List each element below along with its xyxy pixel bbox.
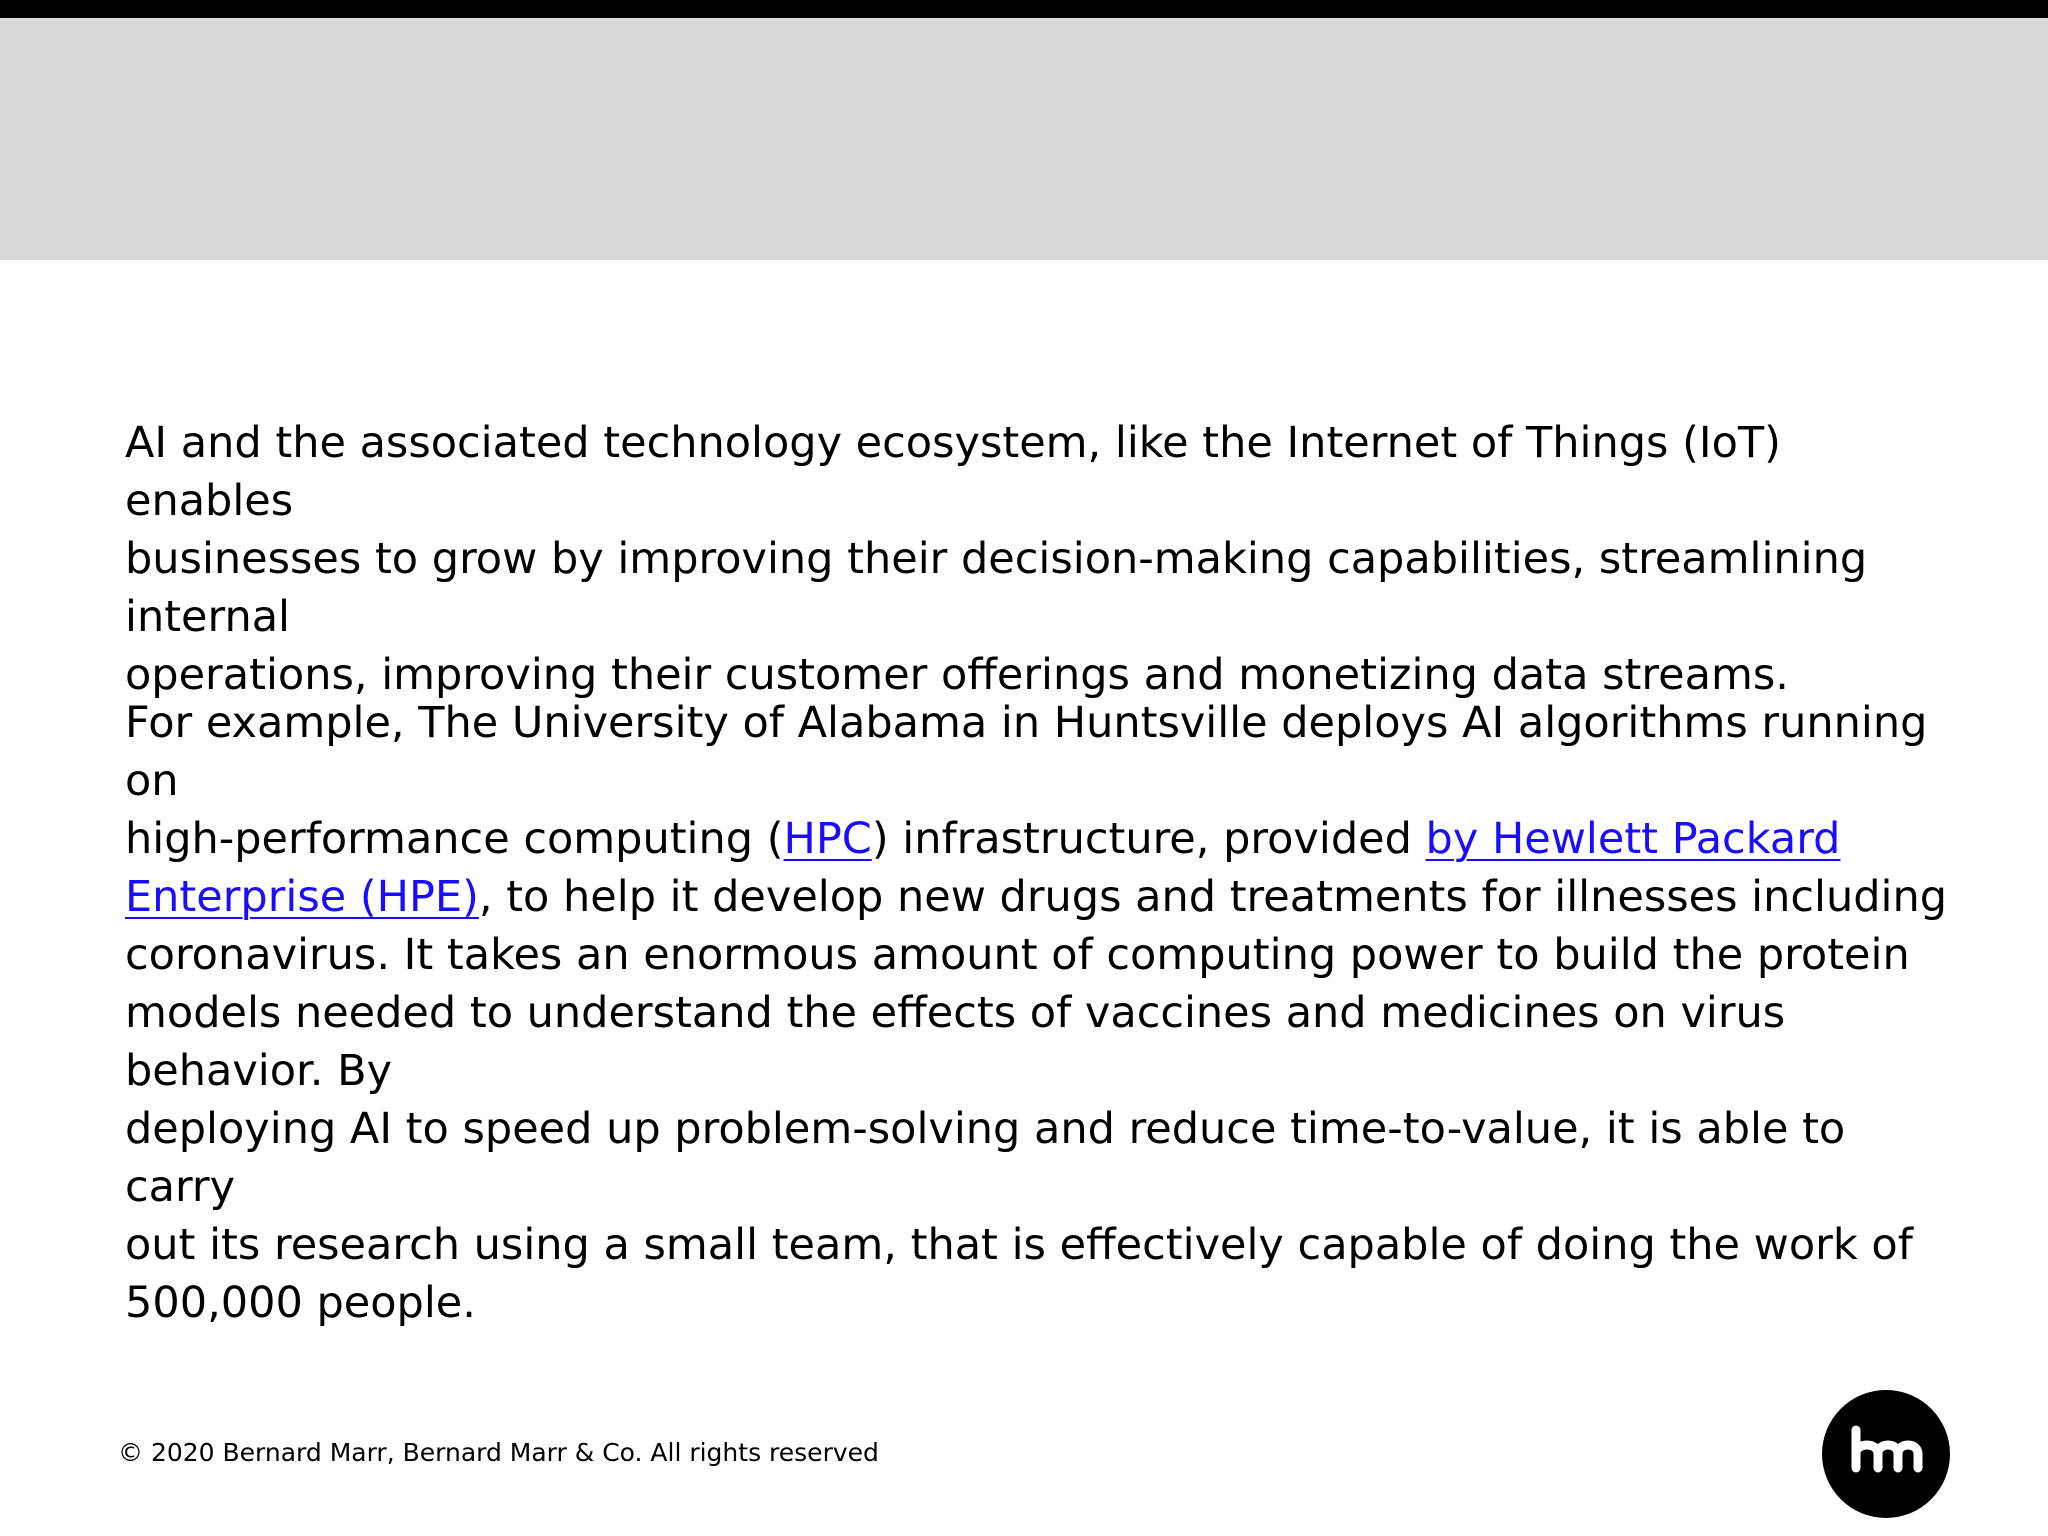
paragraph-line: For example, The University of Alabama in Huntsville deploys AI algorithms running on (125, 698, 1928, 806)
copyright-footer: © 2020 Bernard Marr, Bernard Marr & Co. All rights reserved (118, 1438, 879, 1467)
hpc-link[interactable]: HPC (783, 814, 872, 864)
paragraph-text: ) infrastructure, provided (871, 814, 1426, 864)
hpe-link-part2[interactable]: Enterprise (HPE) (125, 872, 479, 922)
paragraph-line: coronavirus. It takes an enormous amount of computing power to build the protein (125, 930, 1910, 980)
paragraph-line: operations, improving their customer offerings and monetizing data streams. (125, 650, 1789, 700)
bm-logo-icon (1822, 1390, 1950, 1518)
header-band (0, 18, 2048, 260)
paragraph-line: 500,000 people. (125, 1278, 476, 1328)
paragraph-line: businesses to grow by improving their decision-making capabilities, streamlining internal (125, 534, 1868, 642)
paragraph-example (125, 694, 1955, 1332)
paragraph-line: models needed to understand the effects of vaccines and medicines on virus behavior. By (125, 988, 1786, 1096)
paragraph-iot (125, 414, 1955, 704)
hpe-link-part1[interactable]: by Hewlett Packard (1425, 814, 1841, 864)
top-bar (0, 0, 2048, 18)
paragraph-line: out its research using a small team, that is effectively capable of doing the work of (125, 1220, 1913, 1270)
paragraph-text: high-performance computing ( (125, 814, 784, 864)
paragraph-line: AI and the associated technology ecosystem, like the Internet of Things (IoT) enables (125, 418, 1781, 526)
paragraph-text: , to help it develop new drugs and treatments for illnesses including (478, 872, 1947, 922)
paragraph-line: deploying AI to speed up problem-solving and reduce time-to-value, it is able to carry (125, 1104, 1846, 1212)
bm-logo-glyph (1822, 1390, 1950, 1518)
